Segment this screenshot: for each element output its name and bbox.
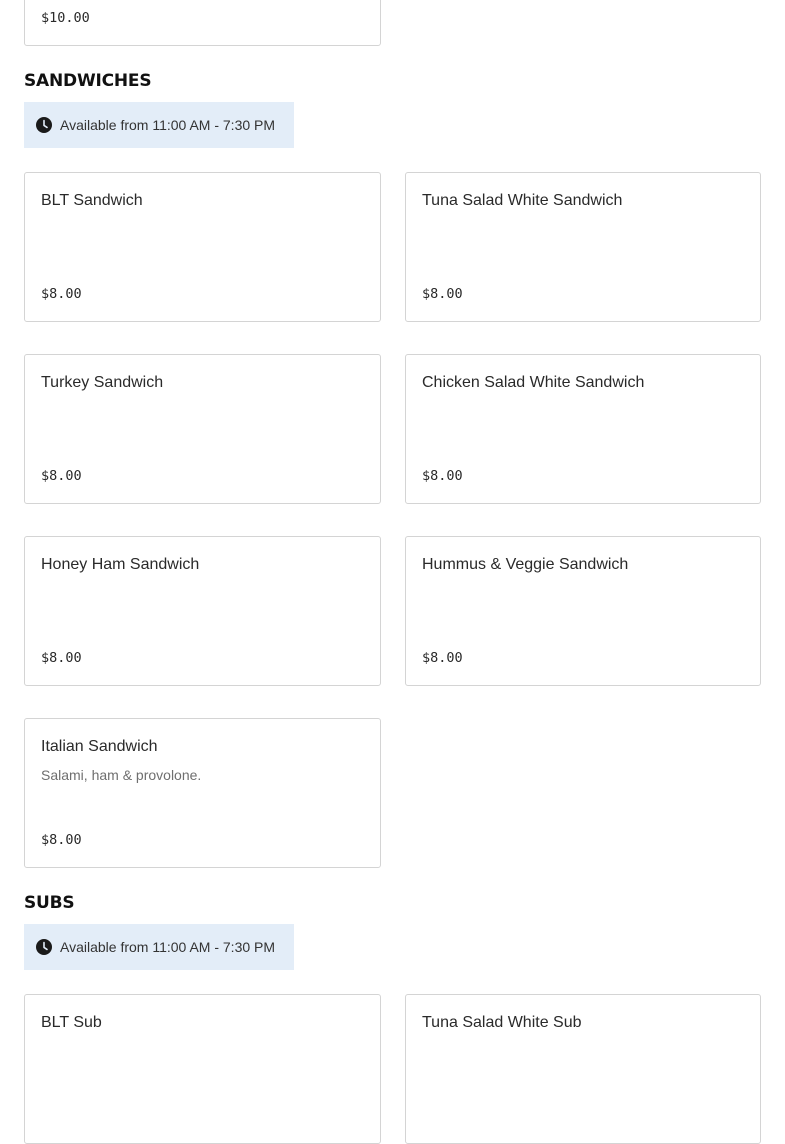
item-name: Chicken Salad White Sandwich xyxy=(422,374,645,391)
item-name: Italian Sandwich xyxy=(41,738,158,755)
item-name: Turkey Sandwich xyxy=(41,374,164,391)
item-price: $8.00 xyxy=(41,468,82,484)
item-price: $8.00 xyxy=(41,650,82,666)
availability-banner-sandwiches xyxy=(24,102,294,148)
item-name: Hummus & Veggie Sandwich xyxy=(422,556,629,573)
item-price: $8.00 xyxy=(41,286,82,302)
menu-item-card[interactable] xyxy=(405,536,761,686)
menu-item-card[interactable] xyxy=(24,0,381,46)
section-title-subs: SUBS xyxy=(24,893,75,913)
clock-icon xyxy=(36,939,52,955)
menu-item-card[interactable] xyxy=(24,172,381,322)
availability-text: Available from 11:00 AM - 7:30 PM xyxy=(60,939,276,955)
item-name: BLT Sandwich xyxy=(41,192,143,209)
menu-item-card[interactable] xyxy=(24,718,381,868)
item-price: $8.00 xyxy=(422,468,463,484)
menu-item-card[interactable] xyxy=(405,354,761,504)
item-price: $10.00 xyxy=(41,10,90,26)
item-name: Tuna Salad White Sub xyxy=(422,1014,582,1031)
item-name: Honey Ham Sandwich xyxy=(41,556,200,573)
item-price: $8.00 xyxy=(422,286,463,302)
item-price: $8.00 xyxy=(422,650,463,666)
item-description: Salami, ham & provolone. xyxy=(41,767,202,783)
item-name: BLT Sub xyxy=(41,1014,102,1031)
availability-banner-subs xyxy=(24,924,294,970)
clock-icon xyxy=(36,117,52,133)
section-title-sandwiches: SANDWICHES xyxy=(24,71,152,91)
item-price: $8.00 xyxy=(41,832,82,848)
menu-item-card[interactable] xyxy=(24,536,381,686)
menu-item-card[interactable] xyxy=(24,994,381,1144)
menu-item-card[interactable] xyxy=(24,354,381,504)
menu-item-card[interactable] xyxy=(405,994,761,1144)
menu-item-card[interactable] xyxy=(405,172,761,322)
availability-text: Available from 11:00 AM - 7:30 PM xyxy=(60,117,276,133)
item-name: Tuna Salad White Sandwich xyxy=(422,192,623,209)
